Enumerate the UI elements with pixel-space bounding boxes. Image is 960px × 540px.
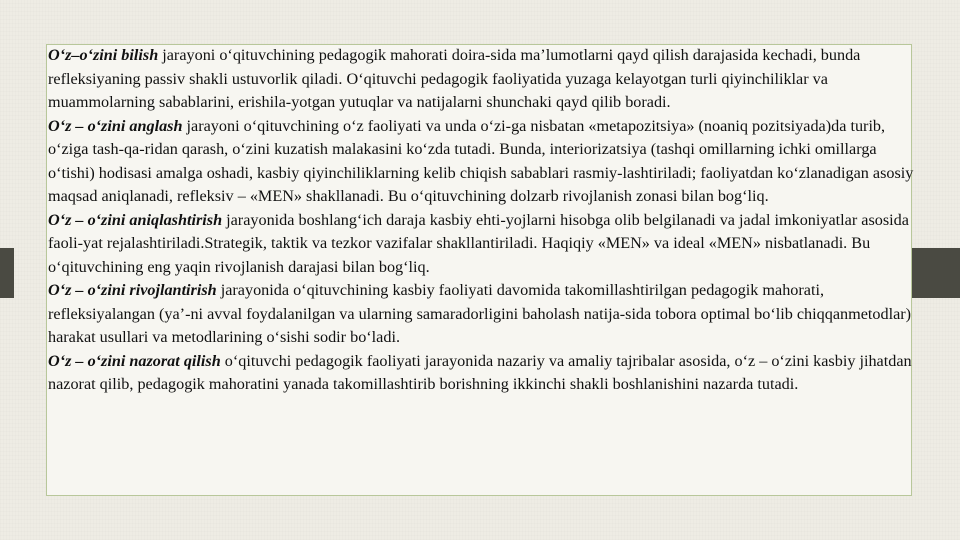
paragraph-text: o‘qituvchi pedagogik faoliyati jarayonida nazariy va amaliy tajribalar asosida, o‘z – o‘zini kasbiy jihatdan nazorat qilib, pedagogik mahoratini yanada takomillashtirib borishning ikkinchi shakli boshlanishini nazarda tutadi. [48,351,912,393]
term-self-development: O‘z – o‘zini rivojlantirish [48,281,217,299]
left-accent-band [0,248,14,298]
slide-body-text [48,44,918,397]
term-self-control: O‘z – o‘zini nazorat qilish [48,351,221,370]
paragraph-self-knowledge [48,44,918,115]
term-self-awareness: O‘z – o‘zini anglash [48,116,183,135]
paragraph-text: jarayonida o‘qituvchining kasbiy faoliyati davomida takomillashtirilgan pedagogik mahorati, refleksiyalangan (ya’-ni avval foydalanilgan va ularning samaradorligini baholash natija-sida tobora optimal bo‘lib chiqqanmetodlar) harakat usullari va metodlarining o‘sishi sodir bo‘ladi. [48,281,912,346]
paragraph-text: jarayoni o‘qituvchining pedagogik mahorati doira-sida ma’lumotlarni qayd qilish darajasida kechadi, bunda refleksiyaning passiv shakli ustuvorlik qiladi. O‘qituvchi pedagogik faoliyatida yuzaga kelayotgan turli qiyinchiliklar va muammolarning sabablarini, erishila-yotgan yutuqlar va natijalarni shunchaki qayd qilib boradi. [48,46,861,111]
term-self-definition: O‘z – o‘zini aniqlashtirish [48,210,223,229]
paragraph-text: jarayoni o‘qituvchining o‘z faoliyati va unda o‘zi-ga nisbatan «metapozitsiya» (noaniq pozitsiyada)da turib, o‘ziga tash-qa-ridan qarash, o‘zini kuzatish malakasini ko‘zda tutadi. Bunda, interiorizatsiya (tashqi omillarning ichki omillarga o‘tishi) hodisasi amalga oshadi, kasbiy qiyinchiliklarning kelib chiqish sabablari rasmiy-lashtiriladi; faoliyatdan ko‘zlanadigan asosiy maqsad aniqlanadi, refleksiv – «MEN» shakllanadi. Bu o‘qituvchining dolzarb rivojlanish zonasi bilan bog‘liq. [48,116,914,205]
paragraph-self-development [48,279,918,350]
term-self-knowledge: O‘z–o‘zini bilish [48,46,159,64]
paragraph-text: jarayonida boshlang‘ich daraja kasbiy ehti-yojlarni hisobga olib belgilanadi va jadal imkoniyatlar asosida faoli-yat rejalashtiriladi.Strategik, taktik va tezkor vazifalar shakllantiriladi. Haqiqiy «MEN» va ideal «MEN» nisbatlanadi. Bu o‘qituvchining eng yaqin rivojlanish darajasi bilan bog‘liq. [48,210,909,276]
paragraph-self-control [48,350,918,397]
paragraph-self-definition [48,209,918,280]
paragraph-self-awareness [48,115,918,209]
